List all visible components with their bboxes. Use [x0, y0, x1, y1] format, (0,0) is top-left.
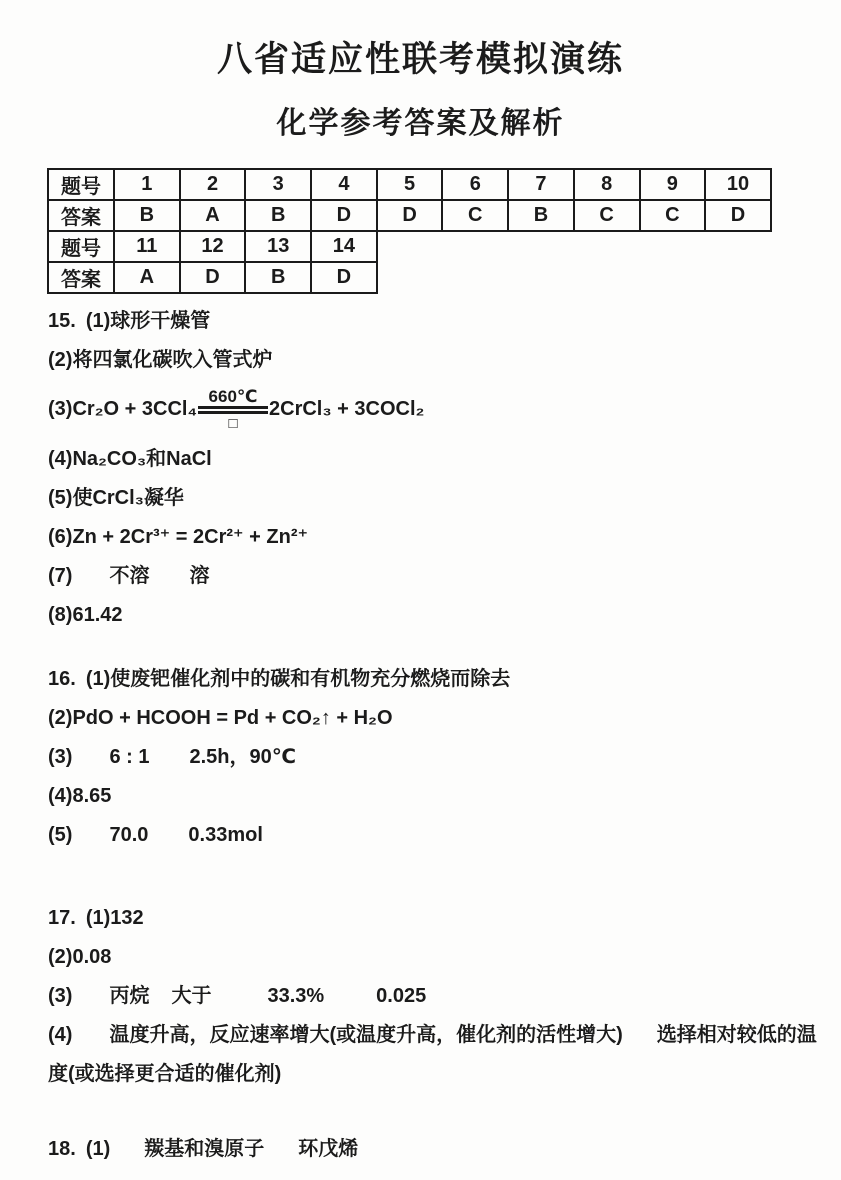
table-row	[48, 262, 377, 293]
question-number-cell: 7	[508, 169, 574, 200]
question-number: 16.	[48, 667, 76, 690]
question-number-cell: 14	[311, 231, 377, 262]
answer-text: (4)8.65	[48, 784, 112, 807]
equation-right-side: 2CrCl₃ + 3COCl₂	[269, 398, 425, 420]
question-number-cell: 13	[245, 231, 311, 262]
answers-body	[0, 294, 841, 1162]
reaction-temperature: 660℃	[208, 386, 258, 406]
answer-text: (2)PdO + HCOOH = Pd + CO₂↑ + H₂O	[48, 706, 393, 729]
answer-15-6-equation	[48, 525, 801, 550]
answer-text: 大于	[171, 984, 212, 1007]
answer-cell: B	[114, 200, 180, 231]
answer-text: 2.5h，90℃	[189, 745, 296, 768]
answer-cell: C	[640, 200, 706, 231]
reaction-condition-stack	[198, 387, 268, 433]
row-label: 答案	[48, 262, 114, 293]
sub-question-label: (1)	[85, 1137, 111, 1160]
answer-text: 70.0	[109, 823, 149, 846]
sub-question-label: (5)	[48, 823, 73, 846]
question-16-section	[48, 667, 801, 848]
answer-cell: B	[508, 200, 574, 231]
answer-cell: B	[245, 262, 311, 293]
answer-text: (2)将四氯化碳吹入管式炉	[48, 348, 273, 371]
answer-15-1	[48, 309, 801, 334]
reaction-condition-box: □	[228, 414, 238, 432]
answer-text: (1)132	[85, 906, 144, 929]
question-number-cell: 1	[114, 169, 180, 200]
row-label: 题号	[48, 231, 114, 262]
answer-text: (2)0.08	[48, 945, 112, 968]
answer-cell: C	[442, 200, 508, 231]
answer-cell: D	[705, 200, 771, 231]
question-number-cell: 12	[180, 231, 246, 262]
question-number-cell: 10	[705, 169, 771, 200]
answer-text: (1)使废钯催化剂中的碳和有机物充分燃烧而除去	[85, 667, 511, 690]
sub-question-label: (4)	[48, 1023, 73, 1046]
answer-text: (5)使CrCl₃凝华	[48, 486, 184, 509]
sub-question-label: (3)	[48, 984, 73, 1007]
answer-text: 不溶	[109, 564, 150, 587]
question-number: 18.	[48, 1137, 76, 1160]
page-subtitle: 化学参考答案及解析	[276, 107, 565, 140]
question-15-section	[48, 309, 801, 628]
answer-cell: B	[245, 200, 311, 231]
answer-cell: D	[311, 262, 377, 293]
question-18-section	[48, 1137, 801, 1162]
answer-17-2	[48, 945, 801, 970]
answer-15-8	[48, 603, 801, 628]
answer-text: (6)Zn + 2Cr³⁺ = 2Cr²⁺ + Zn²⁺	[48, 525, 309, 548]
answer-cell: D	[311, 200, 377, 231]
table-row	[48, 200, 771, 231]
answer-text: 33.3%	[267, 984, 325, 1007]
table-row	[48, 231, 377, 262]
table-row	[48, 169, 771, 200]
answer-16-1	[48, 667, 801, 692]
answer-text: (1)球形干燥管	[85, 309, 211, 332]
answer-cell: A	[114, 262, 180, 293]
answer-17-4	[48, 1023, 817, 1048]
sub-question-label: (7)	[48, 564, 73, 587]
answer-text: 羰基和溴原子	[144, 1137, 265, 1160]
answer-cell: C	[574, 200, 640, 231]
answer-table-q1-10	[47, 168, 772, 232]
answer-text: 0.025	[376, 984, 427, 1007]
answer-15-7	[48, 564, 801, 589]
answer-text: 丙烷	[109, 984, 150, 1007]
answer-16-2-equation	[48, 706, 801, 731]
question-number-cell: 6	[442, 169, 508, 200]
row-label: 题号	[48, 169, 114, 200]
answer-16-4	[48, 784, 801, 809]
answer-text: 6 : 1	[109, 745, 150, 768]
question-number-cell: 11	[114, 231, 180, 262]
answer-key-tables	[47, 168, 841, 294]
exam-answer-page	[0, 32, 841, 1180]
answer-text: 0.33mol	[188, 823, 263, 846]
answer-17-1	[48, 906, 801, 931]
answer-text: (8)61.42	[48, 603, 123, 626]
answer-text: 选择相对较低的温	[656, 1023, 817, 1046]
answer-15-4	[48, 447, 801, 472]
answer-15-3-equation	[48, 387, 801, 433]
question-number-cell: 4	[311, 169, 377, 200]
answer-18-1	[48, 1137, 801, 1162]
row-label: 答案	[48, 200, 114, 231]
question-17-section	[48, 906, 817, 1087]
answer-15-5	[48, 486, 801, 511]
answer-text: 温度升高，反应速率增大(或温度升高，催化剂的活性增大)	[109, 1023, 623, 1046]
question-number: 15.	[48, 309, 76, 332]
question-number-cell: 8	[574, 169, 640, 200]
answer-cell: A	[180, 200, 246, 231]
question-number-cell: 2	[180, 169, 246, 200]
question-number-cell: 5	[377, 169, 443, 200]
answer-text: 环戊烯	[298, 1137, 359, 1160]
answer-16-5	[48, 823, 801, 848]
question-number-cell: 3	[245, 169, 311, 200]
answer-text: (4)Na₂CO₃和NaCl	[48, 447, 212, 470]
equation-left-side: (3)Cr₂O + 3CCl₄	[48, 398, 198, 420]
answer-17-4-continuation	[48, 1062, 801, 1087]
answer-16-3	[48, 745, 801, 770]
answer-cell: D	[180, 262, 246, 293]
answer-cell: D	[377, 200, 443, 231]
question-number: 17.	[48, 906, 76, 929]
page-title: 八省适应性联考模拟演练	[216, 40, 624, 79]
answer-text: 溶	[189, 564, 210, 587]
answer-table-q11-14	[47, 230, 378, 294]
double-line-equals	[198, 406, 268, 414]
question-number-cell: 9	[640, 169, 706, 200]
answer-15-2	[48, 348, 801, 373]
answer-text: 度(或选择更合适的催化剂)	[48, 1062, 282, 1085]
answer-17-3	[48, 984, 801, 1009]
sub-question-label: (3)	[48, 745, 73, 768]
